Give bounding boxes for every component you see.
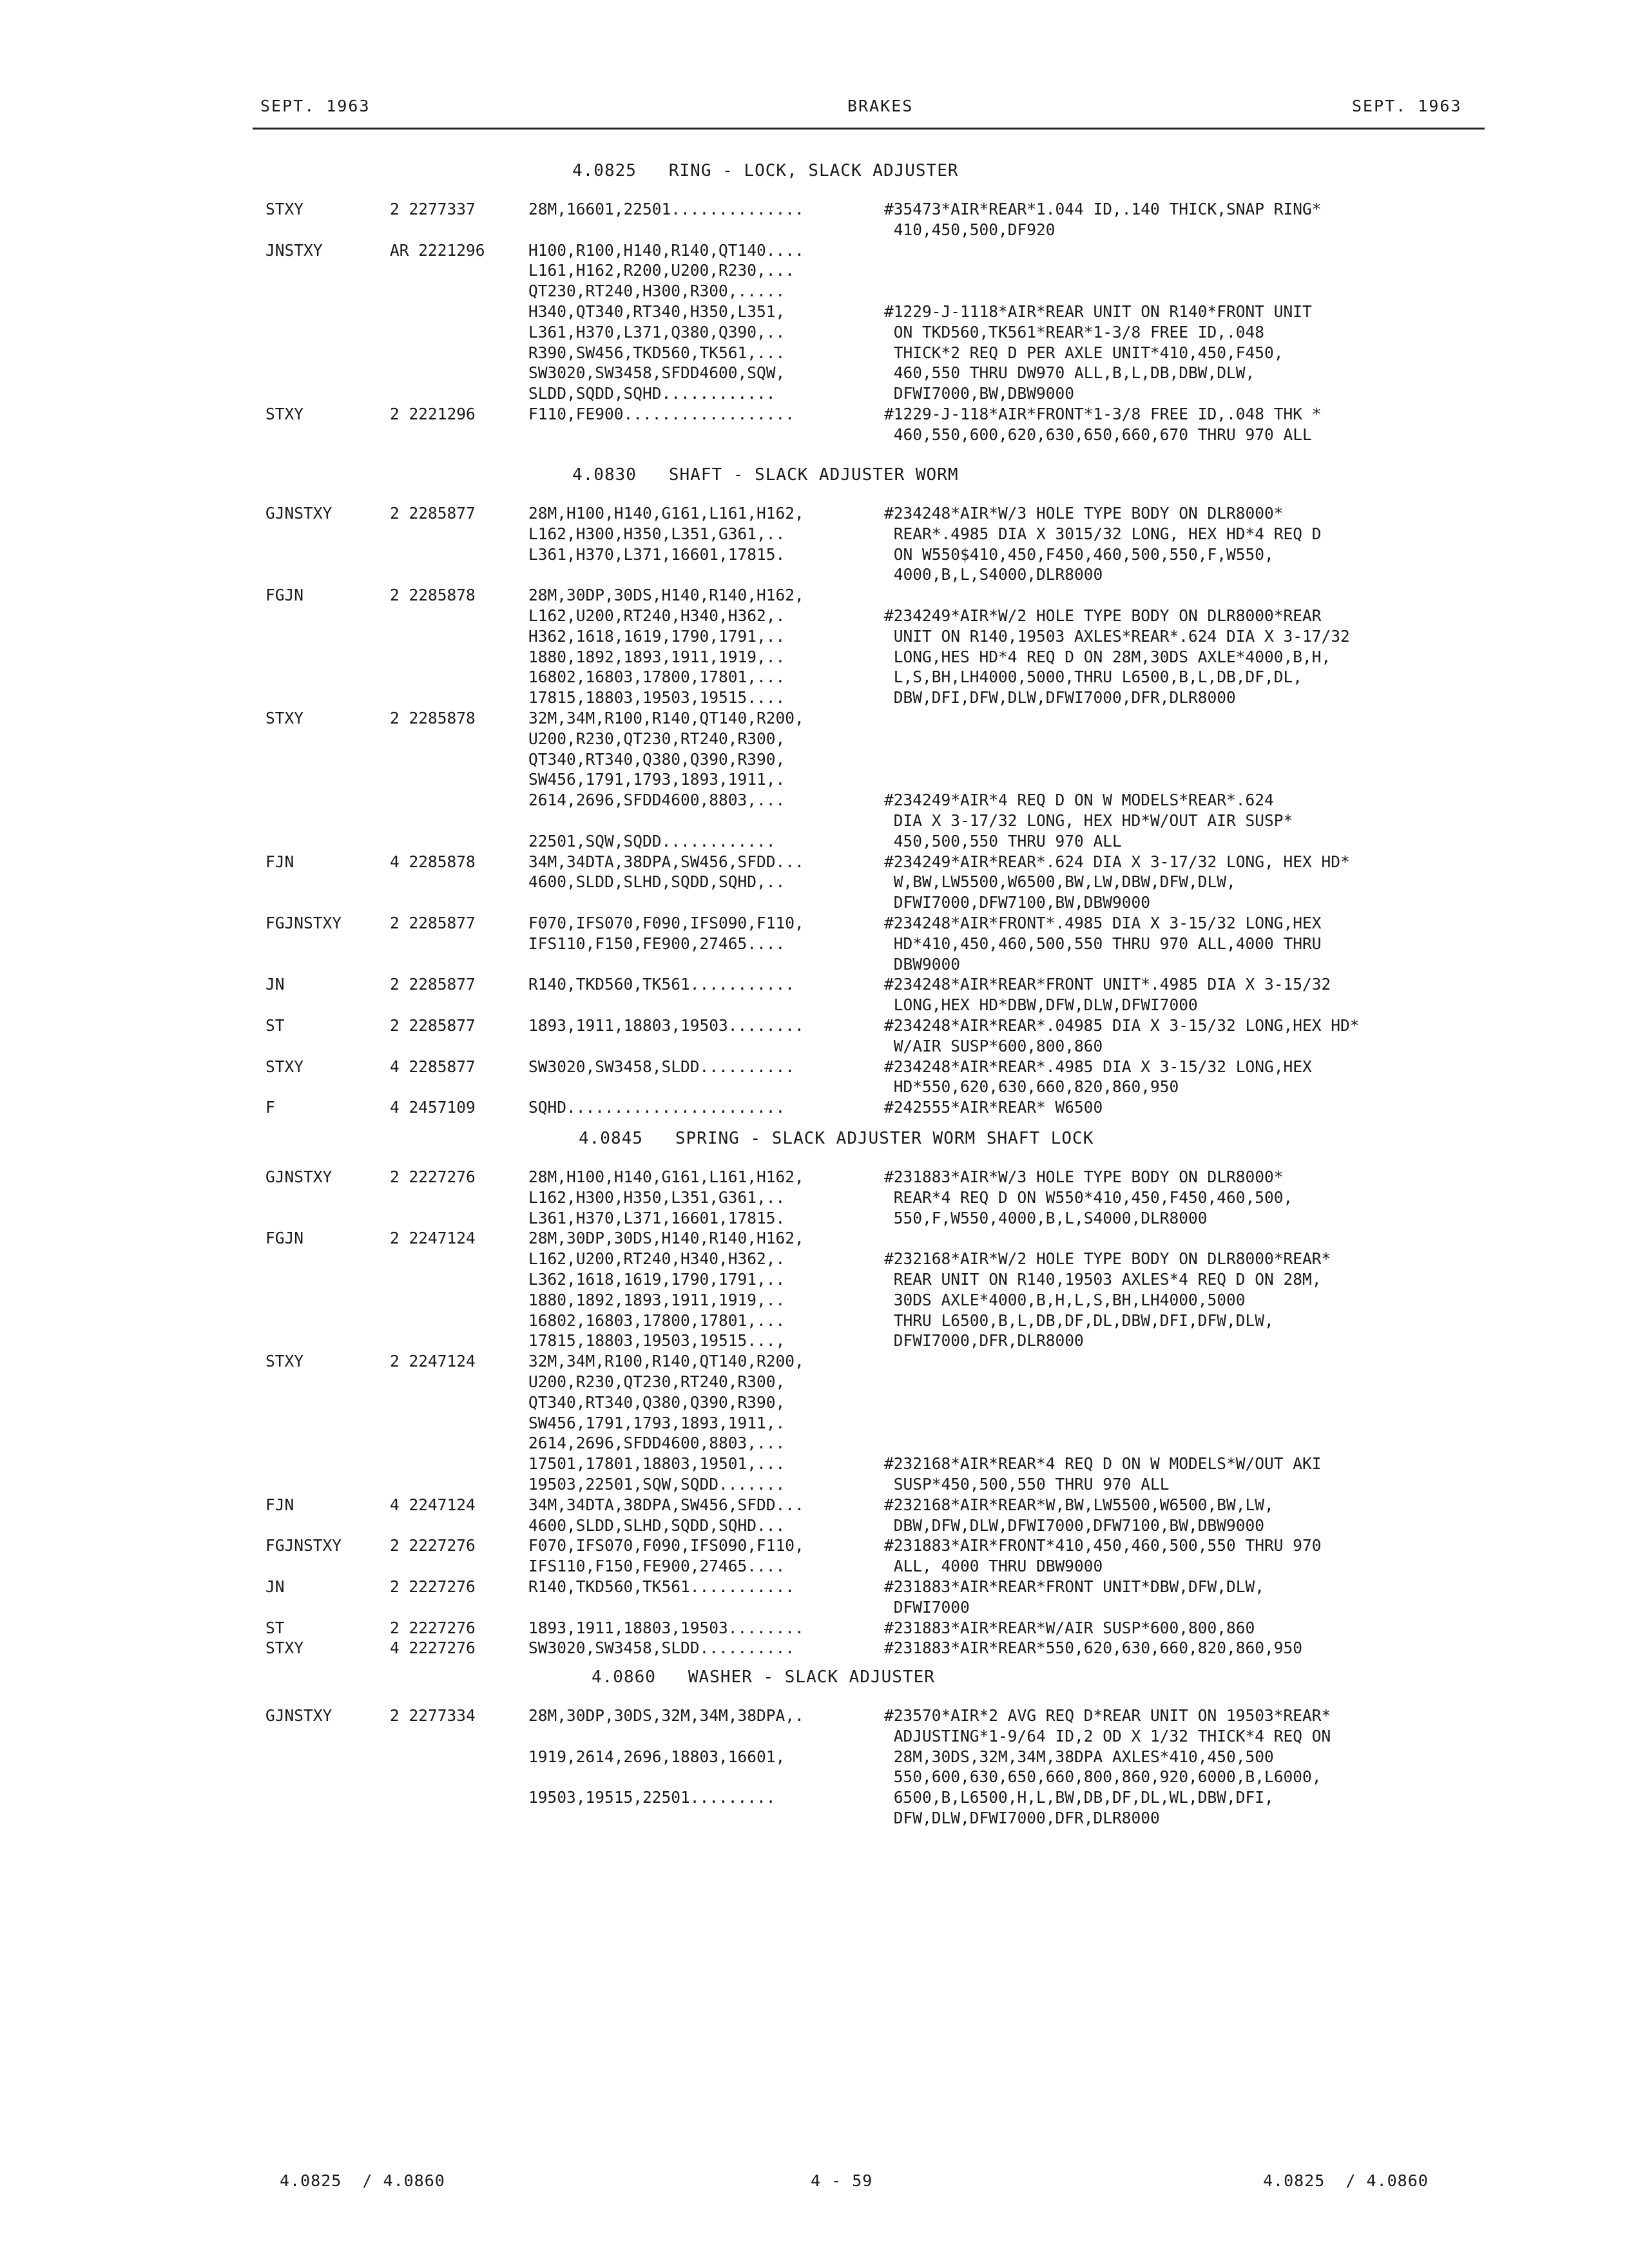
header-rule — [253, 128, 1485, 130]
model-codes: STXY — [265, 709, 304, 727]
part-description: THRU L6500,B,L,DB,DF,DL,DBW,DFI,DFW,DLW, — [884, 1311, 1274, 1330]
catalog-row — [0, 1706, 1629, 1726]
qty-part-number: 4 2247124 — [390, 1495, 476, 1514]
applicable-models: QT340,RT340,Q380,Q390,R390, — [528, 750, 786, 769]
applicable-models: 28M,16601,22501.............. — [528, 200, 804, 218]
catalog-row — [0, 1475, 1629, 1495]
part-description: #35473*AIR*REAR*1.044 ID,.140 THICK,SNAP RING* — [884, 200, 1322, 218]
part-description: ALL, 4000 THRU DBW9000 — [884, 1557, 1103, 1575]
catalog-row — [0, 302, 1629, 322]
applicable-models: F070,IFS070,F090,IFS090,F110, — [528, 914, 804, 932]
header-date-right: SEPT. 1963 — [1352, 97, 1462, 115]
section-title: 4.0825 RING - LOCK, SLACK ADJUSTER — [572, 161, 959, 180]
part-description: 550,F,W550,4000,B,L,S4000,DLR8000 — [884, 1209, 1208, 1227]
applicable-models: 19503,19515,22501......... — [528, 1788, 776, 1807]
part-description: DFWI7000,BW,DBW9000 — [884, 384, 1075, 403]
part-description: DFWI7000,DFR,DLR8000 — [884, 1331, 1084, 1350]
catalog-row — [0, 852, 1629, 872]
part-description: 28M,30DS,32M,34M,38DPA AXLES*410,450,500 — [884, 1747, 1274, 1766]
catalog-row — [0, 1619, 1629, 1639]
catalog-row — [0, 1372, 1629, 1392]
model-codes: STXY — [265, 200, 304, 218]
page-number: 4 - 59 — [811, 2171, 873, 2190]
catalog-row — [0, 1577, 1629, 1597]
part-description: #23570*AIR*2 AVG REQ D*REAR UNIT ON 19503*REAR* — [884, 1706, 1331, 1725]
applicable-models: R140,TKD560,TK561........... — [528, 975, 795, 994]
part-description: ADJUSTING*1-9/64 ID,2 OD X 1/32 THICK*4 REQ ON — [884, 1727, 1331, 1745]
model-codes: F — [265, 1098, 275, 1117]
part-description: #1229-J-118*AIR*FRONT*1-3/8 FREE ID,.048 THK * — [884, 405, 1322, 423]
part-description: DFW,DLW,DFWI7000,DFR,DLR8000 — [884, 1809, 1160, 1827]
catalog-row — [0, 241, 1629, 261]
applicable-models: 34M,34DTA,38DPA,SW456,SFDD... — [528, 1495, 804, 1514]
part-description: 6500,B,L6500,H,L,BW,DB,DF,DL,WL,DBW,DFI, — [884, 1788, 1274, 1807]
catalog-row — [0, 1037, 1629, 1057]
model-codes: ST — [265, 1619, 285, 1637]
catalog-row — [0, 1414, 1629, 1434]
section-title: 4.0830 SHAFT - SLACK ADJUSTER WORM — [572, 465, 959, 485]
catalog-row — [0, 1557, 1629, 1577]
part-description: #242555*AIR*REAR* W6500 — [884, 1098, 1103, 1117]
catalog-row — [0, 1536, 1629, 1556]
catalog-row — [0, 995, 1629, 1015]
header-date-left: SEPT. 1963 — [260, 97, 371, 115]
applicable-models: L361,H370,L371,Q380,Q390,.. — [528, 323, 786, 341]
qty-part-number: 2 2285877 — [390, 504, 476, 523]
header-title: BRAKES — [847, 97, 914, 115]
applicable-models: 16802,16803,17800,17801,... — [528, 668, 786, 686]
catalog-row — [0, 405, 1629, 425]
catalog-row — [0, 1727, 1629, 1747]
applicable-models: H340,QT340,RT340,H350,L351, — [528, 302, 786, 321]
applicable-models: 17815,18803,19503,19515..., — [528, 1331, 786, 1350]
qty-part-number: 2 2227276 — [390, 1577, 476, 1596]
part-description: #234249*AIR*REAR*.624 DIA X 3-17/32 LONG, HEX HD* — [884, 852, 1350, 871]
applicable-models: 2614,2696,SFDD4600,8803,... — [528, 791, 786, 809]
part-description: THICK*2 REQ D PER AXLE UNIT*410,450,F450, — [884, 343, 1284, 362]
applicable-models: 4600,SLDD,SLHD,SQDD,SQHD,.. — [528, 872, 786, 891]
catalog-row — [0, 791, 1629, 811]
part-description: 30DS AXLE*4000,B,H,L,S,BH,LH4000,5000 — [884, 1291, 1246, 1309]
part-description: LONG,HEX HD*DBW,DFW,DLW,DFWI7000 — [884, 995, 1198, 1014]
part-description: 460,550,600,620,630,650,660,670 THRU 970 ALL — [884, 425, 1312, 444]
catalog-row — [0, 729, 1629, 749]
applicable-models: 2614,2696,SFDD4600,8803,... — [528, 1434, 786, 1452]
applicable-models: L162,H300,H350,L351,G361,.. — [528, 524, 786, 543]
qty-part-number: 2 2277337 — [390, 200, 476, 218]
applicable-models: 28M,30DP,30DS,32M,34M,38DPA,. — [528, 1706, 804, 1725]
catalog-row — [0, 545, 1629, 565]
applicable-models: SW456,1791,1793,1893,1911,. — [528, 1414, 786, 1432]
catalog-row — [0, 893, 1629, 913]
applicable-models: 1893,1911,18803,19503........ — [528, 1619, 804, 1637]
applicable-models: L361,H370,L371,16601,17815. — [528, 545, 786, 564]
catalog-row — [0, 1747, 1629, 1767]
part-description: #234248*AIR*W/3 HOLE TYPE BODY ON DLR8000* — [884, 504, 1284, 523]
applicable-models: SW3020,SW3458,SFDD4600,SQW, — [528, 363, 786, 382]
applicable-models: SW3020,SW3458,SLDD.......... — [528, 1639, 795, 1657]
part-description: DIA X 3-17/32 LONG, HEX HD*W/OUT AIR SUSP* — [884, 811, 1293, 830]
applicable-models: U200,R230,QT230,RT240,R300, — [528, 1372, 786, 1391]
catalog-row — [0, 1809, 1629, 1829]
catalog-row — [0, 1788, 1629, 1808]
applicable-models: IFS110,F150,FE900,27465.... — [528, 934, 786, 953]
applicable-models: QT230,RT240,H300,R300,..... — [528, 282, 786, 300]
applicable-models: 1880,1892,1893,1911,1919,.. — [528, 648, 786, 666]
model-codes: GJNSTXY — [265, 1168, 333, 1186]
section-title: 4.0860 WASHER - SLACK ADJUSTER — [592, 1667, 935, 1687]
applicable-models: 17501,17801,18803,19501,... — [528, 1454, 786, 1473]
applicable-models: R140,TKD560,TK561........... — [528, 1577, 795, 1596]
applicable-models: SQHD....................... — [528, 1098, 786, 1117]
applicable-models: 1893,1911,18803,19503........ — [528, 1016, 804, 1035]
catalog-row — [0, 1168, 1629, 1187]
catalog-row — [0, 524, 1629, 544]
part-description: HD*410,450,460,500,550 THRU 970 ALL,4000 THRU — [884, 934, 1322, 953]
footer-range-right: 4.0825 / 4.0860 — [1263, 2171, 1429, 2190]
applicable-models: 28M,30DP,30DS,H140,R140,H162, — [528, 586, 804, 604]
part-description: #232168*AIR*REAR*4 REQ D ON W MODELS*W/OUT AKI — [884, 1454, 1322, 1473]
applicable-models: 22501,SQW,SQDD............ — [528, 832, 776, 850]
part-description: #1229-J-1118*AIR*REAR UNIT ON R140*FRONT UNIT — [884, 302, 1312, 321]
catalog-row — [0, 832, 1629, 852]
catalog-row — [0, 1454, 1629, 1474]
part-description: UNIT ON R140,19503 AXLES*REAR*.624 DIA X 3-17/32 — [884, 627, 1350, 646]
applicable-models: 1919,2614,2696,18803,16601, — [528, 1747, 786, 1766]
applicable-models: 28M,H100,H140,G161,L161,H162, — [528, 504, 804, 523]
part-description: DBW9000 — [884, 955, 961, 974]
catalog-row — [0, 1229, 1629, 1249]
qty-part-number: 2 2227276 — [390, 1619, 476, 1637]
catalog-row — [0, 384, 1629, 404]
part-description: #234248*AIR*REAR*.04985 DIA X 3-15/32 LONG,HEX HD* — [884, 1016, 1360, 1035]
qty-part-number: 2 2227276 — [390, 1536, 476, 1555]
model-codes: FJN — [265, 1495, 294, 1514]
catalog-row — [0, 975, 1629, 995]
part-description: 410,450,500,DF920 — [884, 220, 1055, 239]
catalog-row — [0, 261, 1629, 281]
catalog-row — [0, 282, 1629, 302]
catalog-row — [0, 770, 1629, 790]
part-description: ON TKD560,TK561*REAR*1-3/8 FREE ID,.048 — [884, 323, 1265, 341]
part-description: W/AIR SUSP*600,800,860 — [884, 1037, 1103, 1055]
applicable-models: 32M,34M,R100,R140,QT140,R200, — [528, 1352, 804, 1370]
catalog-row — [0, 323, 1629, 343]
catalog-row — [0, 1016, 1629, 1036]
applicable-models: 1880,1892,1893,1911,1919,.. — [528, 1291, 786, 1309]
catalog-row — [0, 1209, 1629, 1229]
applicable-models: SW456,1791,1793,1893,1911,. — [528, 770, 786, 789]
catalog-row — [0, 1249, 1629, 1269]
qty-part-number: 2 2247124 — [390, 1229, 476, 1247]
qty-part-number: 4 2457109 — [390, 1098, 476, 1117]
part-description: #231883*AIR*W/3 HOLE TYPE BODY ON DLR8000* — [884, 1168, 1284, 1186]
part-description: 4000,B,L,S4000,DLR8000 — [884, 565, 1103, 584]
applicable-models: H100,R100,H140,R140,QT140.... — [528, 241, 804, 260]
catalog-row — [0, 504, 1629, 524]
part-description: #234249*AIR*W/2 HOLE TYPE BODY ON DLR8000*REAR — [884, 606, 1322, 625]
model-codes: FJN — [265, 852, 294, 871]
part-description: LONG,HES HD*4 REQ D ON 28M,30DS AXLE*4000,B,H, — [884, 648, 1331, 666]
applicable-models: IFS110,F150,FE900,27465.... — [528, 1557, 786, 1575]
part-description: W,BW,LW5500,W6500,BW,LW,DBW,DFW,DLW, — [884, 872, 1236, 891]
catalog-row — [0, 811, 1629, 831]
part-description: #234248*AIR*REAR*FRONT UNIT*.4985 DIA X 3-15/32 — [884, 975, 1331, 994]
applicable-models: 19503,22501,SQW,SQDD....... — [528, 1475, 786, 1494]
catalog-row — [0, 1057, 1629, 1077]
catalog-row — [0, 1188, 1629, 1208]
qty-part-number: AR 2221296 — [390, 241, 485, 260]
qty-part-number: 4 2227276 — [390, 1639, 476, 1657]
catalog-row — [0, 648, 1629, 668]
part-description: ON W550$410,450,F450,460,500,550,F,W550, — [884, 545, 1274, 564]
applicable-models: R390,SW456,TKD560,TK561,... — [528, 343, 786, 362]
catalog-row — [0, 363, 1629, 383]
applicable-models: 34M,34DTA,38DPA,SW456,SFDD... — [528, 852, 804, 871]
applicable-models: F110,FE900.................. — [528, 405, 795, 423]
part-description: #232168*AIR*REAR*W,BW,LW5500,W6500,BW,LW, — [884, 1495, 1274, 1514]
qty-part-number: 2 2277334 — [390, 1706, 476, 1725]
catalog-row — [0, 1098, 1629, 1118]
catalog-row — [0, 1516, 1629, 1536]
part-description: #231883*AIR*FRONT*410,450,460,500,550 THRU 970 — [884, 1536, 1322, 1555]
catalog-row — [0, 914, 1629, 934]
qty-part-number: 2 2221296 — [390, 405, 476, 423]
catalog-row — [0, 1311, 1629, 1331]
catalog-row — [0, 1077, 1629, 1097]
applicable-models: 16802,16803,17800,17801,... — [528, 1311, 786, 1330]
applicable-models: SLDD,SQDD,SQHD............ — [528, 384, 776, 403]
qty-part-number: 2 2247124 — [390, 1352, 476, 1370]
part-description: #231883*AIR*REAR*550,620,630,660,820,860,950 — [884, 1639, 1303, 1657]
applicable-models: 32M,34M,R100,R140,QT140,R200, — [528, 709, 804, 727]
catalog-row — [0, 1434, 1629, 1454]
applicable-models: L361,H370,L371,16601,17815. — [528, 1209, 786, 1227]
catalog-row — [0, 668, 1629, 687]
applicable-models: QT340,RT340,Q380,Q390,R390, — [528, 1393, 786, 1412]
qty-part-number: 2 2285877 — [390, 1016, 476, 1035]
catalog-row — [0, 709, 1629, 729]
part-description: #234249*AIR*4 REQ D ON W MODELS*REAR*.624 — [884, 791, 1274, 809]
applicable-models: 17815,18803,19503,19515.... — [528, 688, 786, 707]
catalog-row — [0, 586, 1629, 606]
part-description: DFWI7000,DFW7100,BW,DBW9000 — [884, 893, 1151, 912]
applicable-models: H362,1618,1619,1790,1791,.. — [528, 627, 786, 646]
applicable-models: L161,H162,R200,U200,R230,... — [528, 261, 795, 280]
catalog-row — [0, 688, 1629, 708]
catalog-row — [0, 200, 1629, 220]
catalog-row — [0, 1598, 1629, 1618]
model-codes: STXY — [265, 405, 304, 423]
catalog-row — [0, 872, 1629, 892]
applicable-models: L162,H300,H350,L351,G361,.. — [528, 1188, 786, 1207]
footer-range-left: 4.0825 / 4.0860 — [280, 2171, 445, 2190]
applicable-models: 4600,SLDD,SLHD,SQDD,SQHD... — [528, 1516, 786, 1535]
catalog-row — [0, 627, 1629, 647]
model-codes: GJNSTXY — [265, 504, 333, 523]
applicable-models: SW3020,SW3458,SLDD.......... — [528, 1057, 795, 1076]
model-codes: STXY — [265, 1352, 304, 1370]
catalog-row — [0, 343, 1629, 363]
part-description: #234248*AIR*FRONT*.4985 DIA X 3-15/32 LONG,HEX — [884, 914, 1322, 932]
catalog-row — [0, 220, 1629, 240]
part-description: REAR*4 REQ D ON W550*410,450,F450,460,500, — [884, 1188, 1293, 1207]
qty-part-number: 2 2285878 — [390, 709, 476, 727]
part-description: #231883*AIR*REAR*W/AIR SUSP*600,800,860 — [884, 1619, 1255, 1637]
part-description: #232168*AIR*W/2 HOLE TYPE BODY ON DLR8000*REAR* — [884, 1249, 1331, 1268]
part-description: DBW,DFI,DFW,DLW,DFWI7000,DFR,DLR8000 — [884, 688, 1236, 707]
part-description: #234248*AIR*REAR*.4985 DIA X 3-15/32 LONG,HEX — [884, 1057, 1312, 1076]
model-codes: ST — [265, 1016, 285, 1035]
applicable-models: L162,U200,RT240,H340,H362,. — [528, 606, 786, 625]
model-codes: GJNSTXY — [265, 1706, 333, 1725]
model-codes: FGJNSTXY — [265, 914, 342, 932]
qty-part-number: 2 2285878 — [390, 586, 476, 604]
applicable-models: 28M,H100,H140,G161,L161,H162, — [528, 1168, 804, 1186]
part-description: #231883*AIR*REAR*FRONT UNIT*DBW,DFW,DLW, — [884, 1577, 1265, 1596]
catalog-row — [0, 425, 1629, 445]
catalog-row — [0, 955, 1629, 975]
catalog-row — [0, 1495, 1629, 1515]
part-description: DFWI7000 — [884, 1598, 970, 1617]
model-codes: JN — [265, 975, 285, 994]
model-codes: STXY — [265, 1057, 304, 1076]
applicable-models: U200,R230,QT230,RT240,R300, — [528, 729, 786, 748]
part-description: L,S,BH,LH4000,5000,THRU L6500,B,L,DB,DF,DL, — [884, 668, 1303, 686]
catalog-row — [0, 1331, 1629, 1351]
part-description: 450,500,550 THRU 970 ALL — [884, 832, 1122, 850]
catalog-row — [0, 1291, 1629, 1311]
part-description: REAR UNIT ON R140,19503 AXLES*4 REQ D ON 28M, — [884, 1270, 1322, 1289]
model-codes: STXY — [265, 1639, 304, 1657]
part-description: 550,600,630,650,660,800,860,920,6000,B,L6000, — [884, 1767, 1322, 1786]
catalog-row — [0, 565, 1629, 585]
catalog-row — [0, 1767, 1629, 1787]
model-codes: JNSTXY — [265, 241, 323, 260]
applicable-models: F070,IFS070,F090,IFS090,F110, — [528, 1536, 804, 1555]
applicable-models: L362,1618,1619,1790,1791,.. — [528, 1270, 786, 1289]
qty-part-number: 2 2285877 — [390, 975, 476, 994]
qty-part-number: 4 2285877 — [390, 1057, 476, 1076]
catalog-row — [0, 934, 1629, 954]
part-description: REAR*.4985 DIA X 3015/32 LONG, HEX HD*4 REQ D — [884, 524, 1322, 543]
catalog-row — [0, 1639, 1629, 1658]
qty-part-number: 4 2285878 — [390, 852, 476, 871]
catalog-row — [0, 1352, 1629, 1372]
model-codes: JN — [265, 1577, 285, 1596]
section-title: 4.0845 SPRING - SLACK ADJUSTER WORM SHAFT LOCK — [579, 1129, 1094, 1148]
part-description: 460,550 THRU DW970 ALL,B,L,DB,DBW,DLW, — [884, 363, 1255, 382]
catalog-row — [0, 606, 1629, 626]
part-description: SUSP*450,500,550 THRU 970 ALL — [884, 1475, 1170, 1494]
model-codes: FGJN — [265, 1229, 304, 1247]
applicable-models: L162,U200,RT240,H340,H362,. — [528, 1249, 786, 1268]
catalog-row — [0, 1270, 1629, 1290]
qty-part-number: 2 2285877 — [390, 914, 476, 932]
part-description: HD*550,620,630,660,820,860,950 — [884, 1077, 1179, 1096]
catalog-row — [0, 750, 1629, 770]
part-description: DBW,DFW,DLW,DFWI7000,DFW7100,BW,DBW9000 — [884, 1516, 1265, 1535]
model-codes: FGJNSTXY — [265, 1536, 342, 1555]
qty-part-number: 2 2227276 — [390, 1168, 476, 1186]
model-codes: FGJN — [265, 586, 304, 604]
applicable-models: 28M,30DP,30DS,H140,R140,H162, — [528, 1229, 804, 1247]
catalog-row — [0, 1393, 1629, 1413]
